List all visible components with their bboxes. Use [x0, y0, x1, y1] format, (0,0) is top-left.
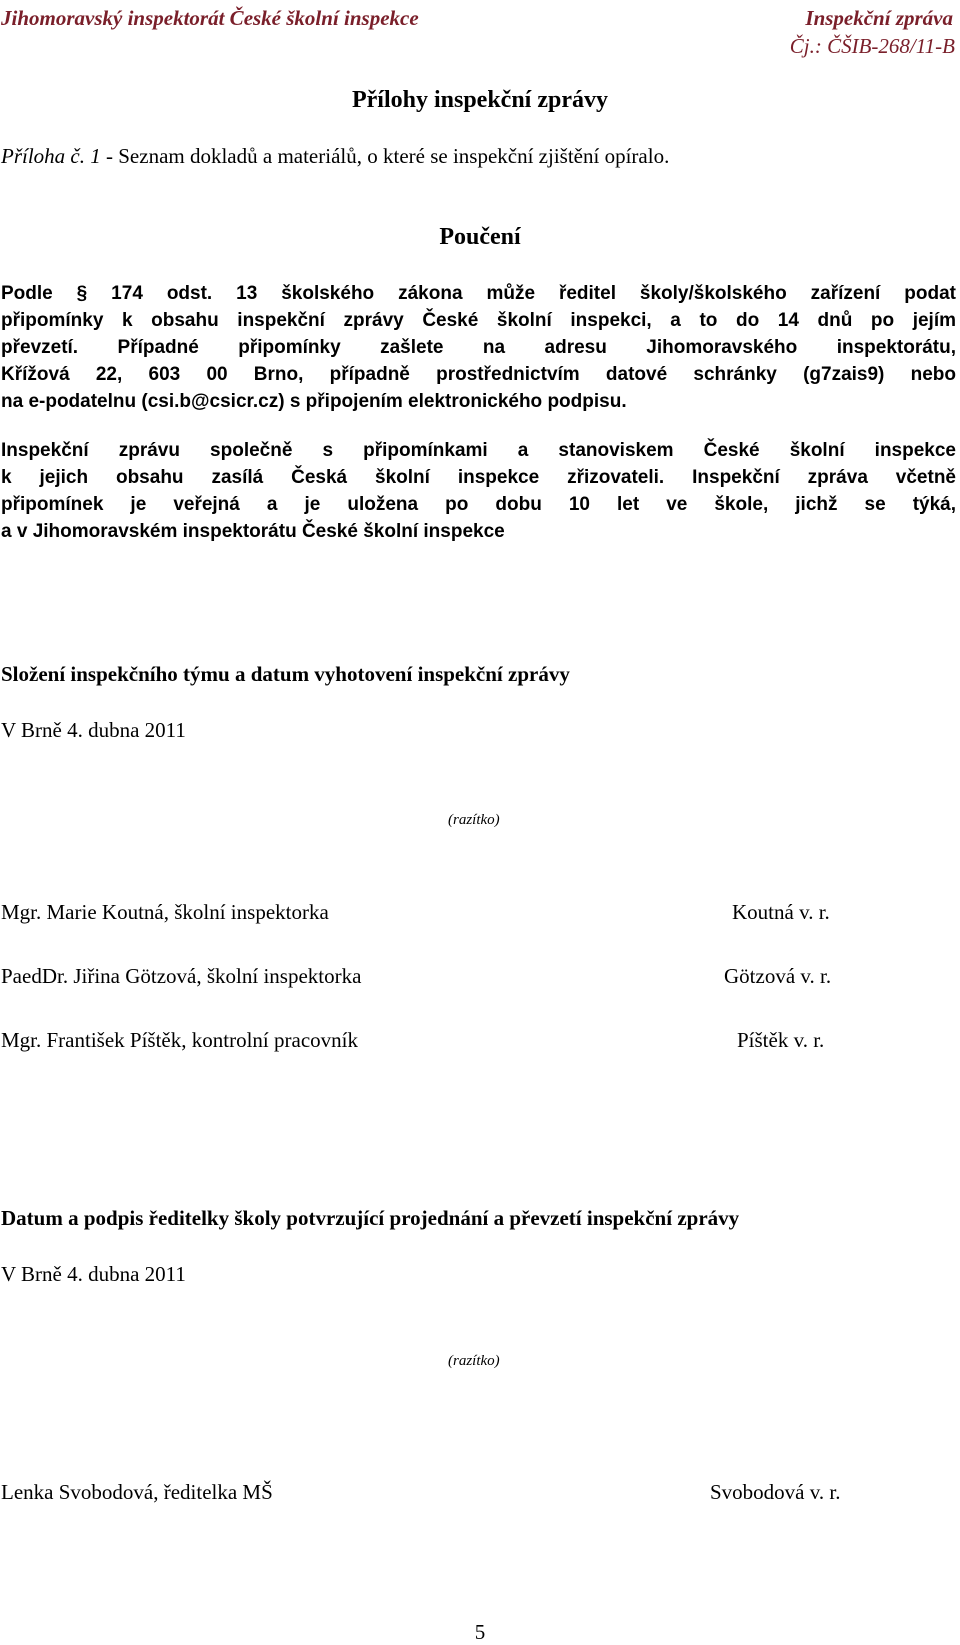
paragraph-line: k jejich obsahu zasílá Česká školní inspekce zřizovateli. Inspekční zpráva včetně [1, 467, 956, 488]
attachment-item-label: Příloha č. 1 [1, 144, 101, 168]
director-signature: Svobodová v. r. [710, 1480, 841, 1504]
header-reference-number: Čj.: ČŠIB-268/11-B [789, 34, 955, 58]
paragraph-line: Inspekční zprávu společně s připomínkami a stanoviskem České školní inspekce [1, 440, 956, 461]
instruction-title: Poučení [439, 224, 521, 250]
director-place-date: V Brně 4. dubna 2011 [1, 1262, 186, 1286]
paragraph-line: Podle § 174 odst. 13 školského zákona může ředitel školy/školského zařízení podat [1, 283, 956, 304]
director-stamp: (razítko) [448, 1353, 500, 1369]
team-place-date: V Brně 4. dubna 2011 [1, 718, 186, 742]
director-heading: Datum a podpis ředitelky školy potvrzující projednání a převzetí inspekční zprávy [1, 1206, 740, 1230]
team-member-name: Mgr. František Píštěk, kontrolní pracovník [1, 1028, 358, 1052]
paragraph-line: na e-podatelnu (csi.b@csicr.cz) s připojením elektronického podpisu. [1, 391, 627, 412]
team-member-signature: Koutná v. r. [732, 900, 830, 924]
header-report-type: Inspekční zpráva [805, 6, 953, 30]
paragraph-line: připomínky k obsahu inspekční zprávy České školní inspekci, a to do 14 dnů po jejím [1, 310, 956, 331]
team-member-signature: Götzová v. r. [724, 964, 832, 988]
page-number: 5 [474, 1620, 486, 1644]
paragraph-line: a v Jihomoravském inspektorátu České školní inspekce [1, 521, 505, 542]
director-name: Lenka Svobodová, ředitelka MŠ [1, 1480, 273, 1504]
team-member-signature: Píštěk v. r. [737, 1028, 825, 1052]
team-member-name: PaedDr. Jiřina Götzová, školní inspektorka [1, 964, 362, 988]
attachments-title: Přílohy inspekční zprávy [351, 87, 609, 113]
team-stamp: (razítko) [448, 812, 500, 828]
instruction-paragraph-2 [1, 437, 956, 545]
team-member-name: Mgr. Marie Koutná, školní inspektorka [1, 900, 329, 924]
attachment-item-text: - Seznam dokladů a materiálů, o které se inspekční zjištění opíralo. [100, 144, 670, 168]
paragraph-line: Křížová 22, 603 00 Brno, případně prostřednictvím datové schránky (g7zais9) nebo [1, 364, 956, 385]
team-heading: Složení inspekčního týmu a datum vyhotovení inspekční zprávy [1, 662, 570, 686]
instruction-paragraph-1 [1, 280, 956, 415]
attachment-item [1, 144, 669, 169]
paragraph-line: převzetí. Případné připomínky zašlete na adresu Jihomoravského inspektorátu, [1, 337, 956, 358]
paragraph-line: připomínek je veřejná a je uložena po dobu 10 let ve škole, jichž se týká, [1, 494, 956, 515]
header-institution: Jihomoravský inspektorát České školní inspekce [1, 6, 419, 30]
